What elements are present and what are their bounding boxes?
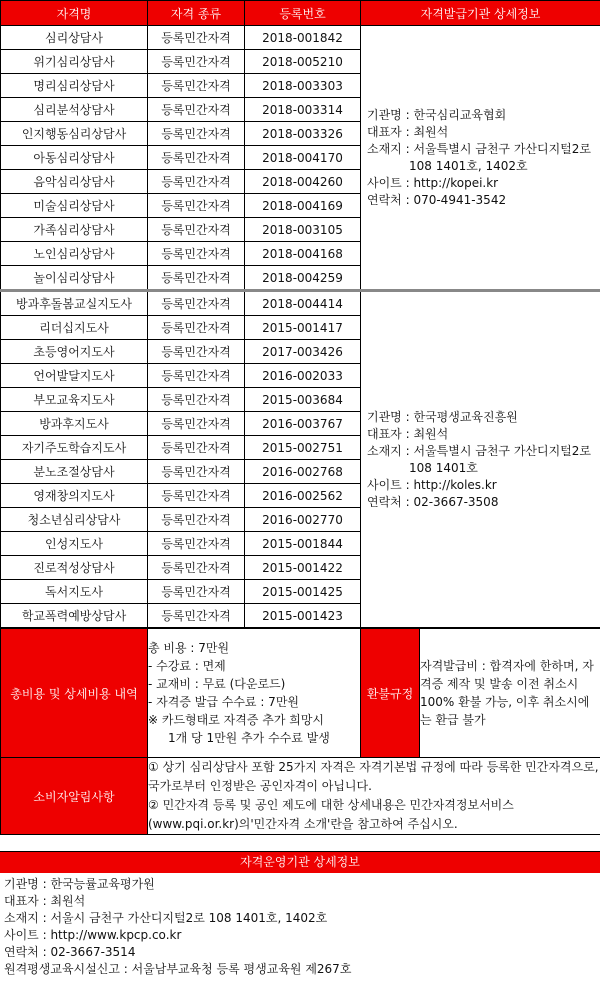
cert-reg-number: 2018-003303 [245,74,361,98]
cost-total: 총 비용 : 7만원 [148,641,230,655]
issuer-info-line: 기관명 : 한국심리교육협회 [367,107,507,122]
cert-name: 학교폭력예방상담사 [1,604,148,628]
cert-name: 아동심리상담사 [1,146,148,170]
cert-type: 등록민간자격 [148,436,245,460]
cert-name: 방과후지도사 [1,412,148,436]
cert-type: 등록민간자격 [148,532,245,556]
header-name: 자격명 [1,1,148,26]
notice-paragraph-1: ① 상기 심리상담사 포함 25가지 자격은 자격기본법 규정에 따라 등록한 민간자격으로, 국가로부터 인정받은 공인자격이 아닙니다. [148,760,599,793]
cost-card-note: ※ 카드형태로 자격증 추가 희망시 [148,713,325,727]
cert-type: 등록민간자격 [148,170,245,194]
issuer-info [361,26,600,291]
cert-name: 심리상담사 [1,26,148,50]
cert-name: 독서지도사 [1,580,148,604]
cert-type: 등록민간자격 [148,218,245,242]
header-issuer-info: 자격발급기관 상세정보 [361,1,600,26]
issuer-info-line: 연락처 : 02-3667-3508 [367,494,499,509]
cert-reg-number: 2015-001417 [245,316,361,340]
cert-reg-number: 2018-004259 [245,266,361,291]
operator-registration: 원격평생교육시설신고 : 서울남부교육청 등록 평생교육원 제267호 [4,962,352,976]
issuer-info-line: 대표자 : 최원석 [367,426,449,441]
cert-reg-number: 2018-003326 [245,122,361,146]
cert-name: 리더십지도사 [1,316,148,340]
cert-name: 언어발달지도사 [1,364,148,388]
cert-type: 등록민간자격 [148,364,245,388]
cost-row [1,629,600,758]
cert-type: 등록민간자격 [148,122,245,146]
cert-name: 방과후돌봄교실지도사 [1,291,148,316]
notice-row [1,758,600,835]
operator-website: 사이트 : http://www.kpcp.co.kr [4,928,182,942]
group1-body [1,26,600,291]
cert-type: 등록민간자격 [148,194,245,218]
operator-org-name: 기관명 : 한국능률교육평가원 [4,877,155,891]
cert-reg-number: 2018-005210 [245,50,361,74]
cert-reg-number: 2018-001842 [245,26,361,50]
cert-type: 등록민간자격 [148,98,245,122]
operator-section [0,851,600,987]
cert-reg-number: 2015-002751 [245,436,361,460]
cert-name: 인지행동심리상담사 [1,122,148,146]
cost-textbook: - 교재비 : 무료 (다운로드) [148,677,286,691]
cert-name: 명리심리상담사 [1,74,148,98]
cert-type: 등록민간자격 [148,242,245,266]
cert-name: 청소년심리상담사 [1,508,148,532]
issuer-info-line: 기관명 : 한국평생교육진흥원 [367,409,518,424]
cert-type: 등록민간자격 [148,556,245,580]
issuer-info-line: 108 1401호 [409,460,478,475]
cert-reg-number: 2015-001423 [245,604,361,628]
group2-body [1,291,600,628]
cost-issue-fee: - 자격증 발급 수수료 : 7만원 [148,695,300,709]
cert-reg-number: 2016-002768 [245,460,361,484]
cert-type: 등록민간자격 [148,146,245,170]
cert-reg-number: 2018-004168 [245,242,361,266]
cert-type: 등록민간자격 [148,291,245,316]
issuer-info-line: 108 1401호, 1402호 [409,158,528,173]
table-header-row [1,1,600,26]
cert-name: 진로적성상담사 [1,556,148,580]
cert-reg-number: 2018-003314 [245,98,361,122]
cert-reg-number: 2016-002033 [245,364,361,388]
cert-reg-number: 2018-004169 [245,194,361,218]
operator-phone: 연락처 : 02-3667-3514 [4,945,136,959]
issuer-info-line: 연락처 : 070-4941-3542 [367,192,507,207]
issuer-info-line: 소재지 : 서울특별시 금천구 가산디지털2로 [367,443,592,458]
cert-name: 가족심리상담사 [1,218,148,242]
cert-reg-number: 2015-001422 [245,556,361,580]
cert-type: 등록민간자격 [148,580,245,604]
cost-card-fee: 1개 당 1만원 추가 수수료 발생 [168,731,330,745]
issuer-info-line: 대표자 : 최원석 [367,124,449,139]
cert-name: 자기주도학습지도사 [1,436,148,460]
notice-label: 소비자알림사항 [1,758,148,835]
cert-type: 등록민간자격 [148,316,245,340]
cert-name: 영재창의지도사 [1,484,148,508]
cert-name: 심리분석상담사 [1,98,148,122]
cert-reg-number: 2017-003426 [245,340,361,364]
cert-type: 등록민간자격 [148,460,245,484]
cert-reg-number: 2018-004170 [245,146,361,170]
issuer-info-line: 사이트 : http://koles.kr [367,477,497,492]
cost-table [0,628,600,835]
issuer-info [361,291,600,628]
refund-text: 자격발급비 : 합격자에 한하며, 자격증 제작 및 발송 이전 취소시 100% 환불 가능, 이후 취소시에는 환급 불가 [420,629,600,758]
refund-label: 환불규정 [361,629,420,758]
cert-reg-number: 2016-003767 [245,412,361,436]
cert-name: 초등영어지도사 [1,340,148,364]
cost-label: 총비용 및 상세비용 내역 [1,629,148,758]
table-row [1,26,600,50]
cert-reg-number: 2016-002770 [245,508,361,532]
cert-type: 등록민간자격 [148,508,245,532]
operator-info [0,873,600,981]
cert-name: 인성지도사 [1,532,148,556]
cert-name: 분노조절상담사 [1,460,148,484]
cert-name: 음악심리상담사 [1,170,148,194]
cert-reg-number: 2018-004414 [245,291,361,316]
cert-reg-number: 2015-001425 [245,580,361,604]
cert-type: 등록민간자격 [148,340,245,364]
issuer-info-line: 사이트 : http://kopei.kr [367,175,499,190]
cert-type: 등록민간자격 [148,412,245,436]
notice-paragraph-2: ② 민간자격 등록 및 공인 제도에 대한 상세내용은 민간자격정보서비스(www.pqi.or.kr)의'민간자격 소개'란을 참고하여 주십시오. [148,798,514,831]
cert-type: 등록민간자격 [148,604,245,628]
operator-address: 소재지 : 서울시 금천구 가산디지털2로 108 1401호, 1402호 [4,911,328,925]
table-row [1,291,600,316]
cert-name: 놀이심리상담사 [1,266,148,291]
cert-reg-number: 2015-003684 [245,388,361,412]
cert-reg-number: 2018-004260 [245,170,361,194]
cost-detail-list [148,629,361,758]
header-type: 자격 종류 [148,1,245,26]
operator-title: 자격운영기관 상세정보 [0,851,600,873]
cert-name: 노인심리상담사 [1,242,148,266]
cert-type: 등록민간자격 [148,74,245,98]
cert-reg-number: 2018-003105 [245,218,361,242]
issuer-info-line: 소재지 : 서울특별시 금천구 가산디지털2로 [367,141,592,156]
cert-type: 등록민간자격 [148,388,245,412]
cert-type: 등록민간자격 [148,50,245,74]
notice-text [148,758,600,835]
cert-type: 등록민간자격 [148,266,245,291]
operator-ceo: 대표자 : 최원석 [4,894,86,908]
cert-name: 위기심리상담사 [1,50,148,74]
cost-tuition: - 수강료 : 면제 [148,659,226,673]
cert-name: 부모교육지도사 [1,388,148,412]
cert-type: 등록민간자격 [148,484,245,508]
cert-name: 미술심리상담사 [1,194,148,218]
cert-reg-number: 2016-002562 [245,484,361,508]
cert-type: 등록민간자격 [148,26,245,50]
cert-reg-number: 2015-001844 [245,532,361,556]
header-number: 등록번호 [245,1,361,26]
